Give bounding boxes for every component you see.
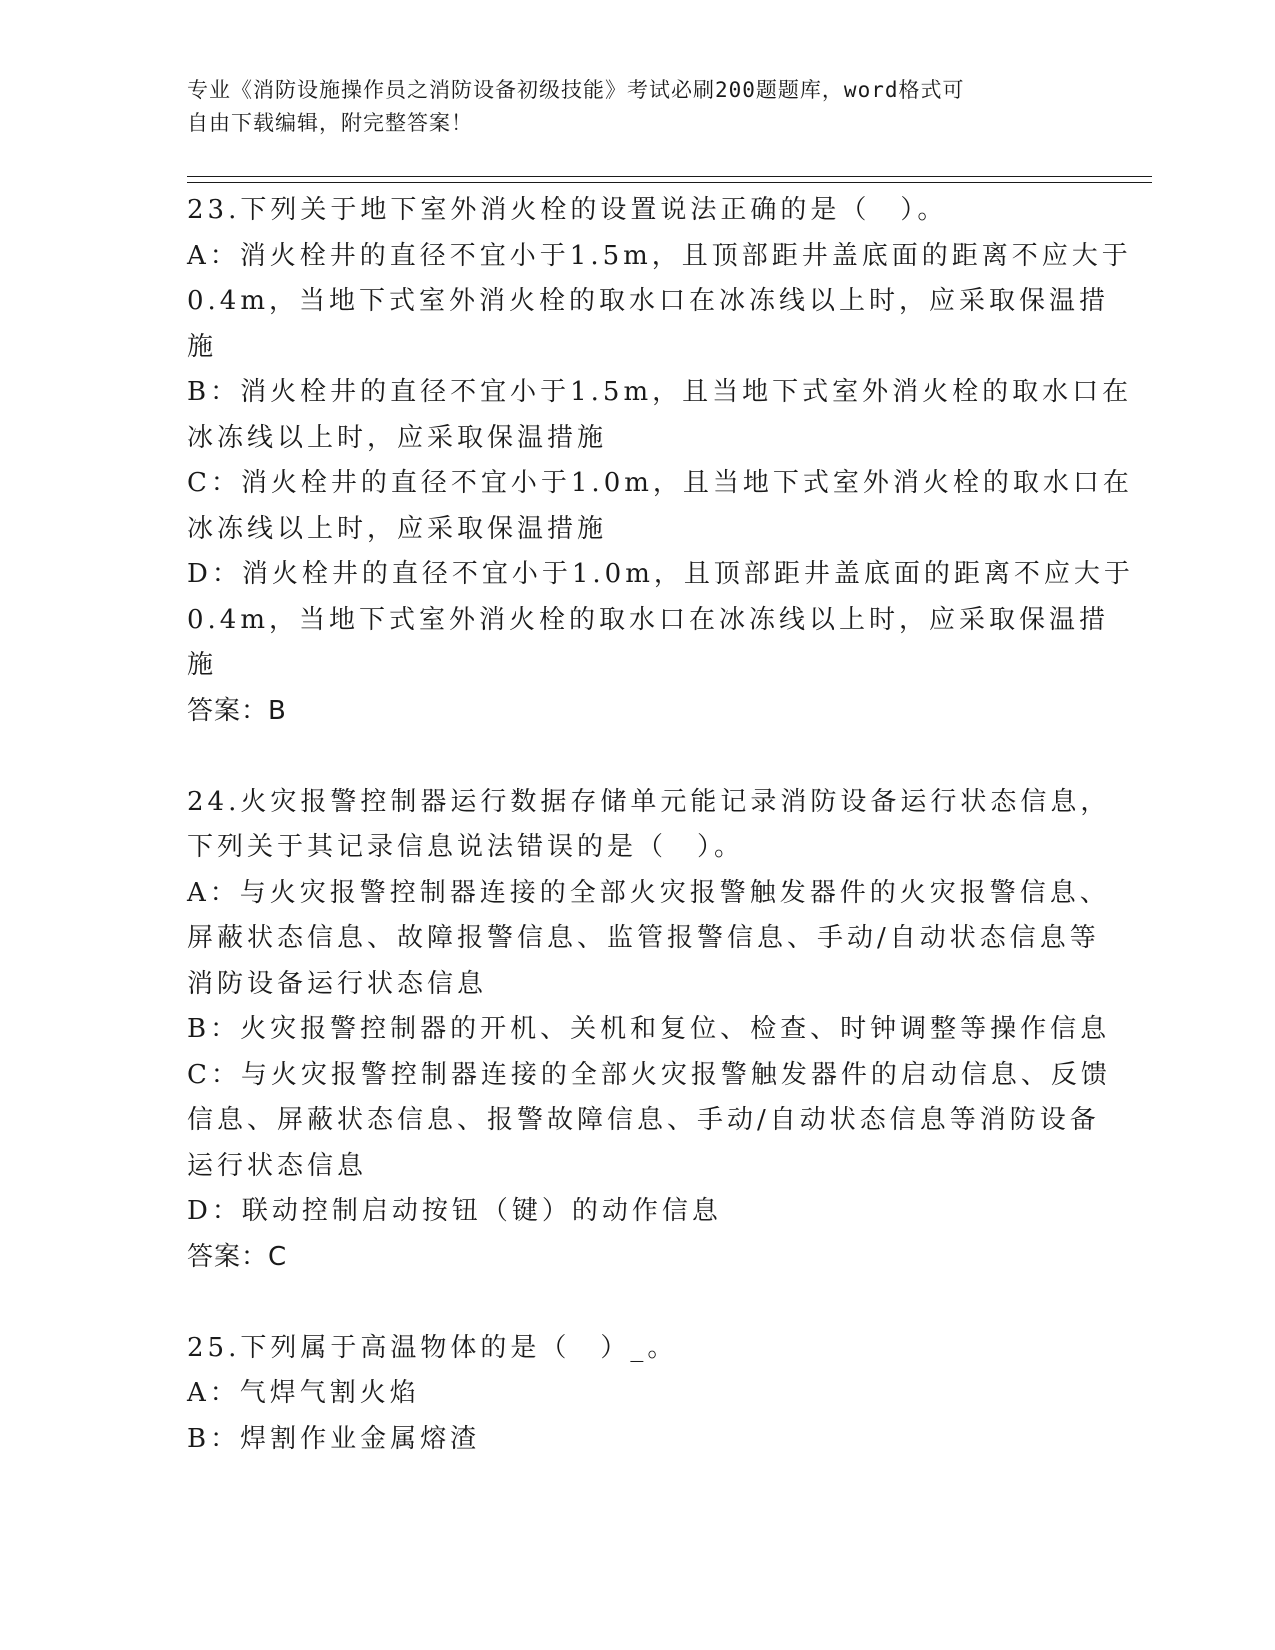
question-24-option-a-cont: 消防设备运行状态信息 bbox=[187, 968, 488, 999]
question-23-option-a-cont: 0.4m，当地下式室外消火栓的取水口在冰冻线以上时，应采取保温措 bbox=[187, 286, 1110, 316]
question-23-option-c: C：消火栓井的直径不宜小于1.0m，且当地下式室外消火栓的取水口在 bbox=[187, 468, 1133, 498]
document-header bbox=[187, 74, 1087, 140]
question-24 bbox=[187, 780, 1111, 1281]
question-25-stem: 25.下列属于高温物体的是（ ）_。 bbox=[187, 1332, 678, 1363]
question-23-option-d: D：消火栓井的直径不宜小于1.0m，且顶部距井盖底面的距离不应大于 bbox=[187, 559, 1134, 589]
question-24-answer: 答案：C bbox=[187, 1241, 288, 1272]
question-23-option-c-cont: 冰冻线以上时，应采取保温措施 bbox=[187, 513, 608, 544]
question-23-option-a: A：消火栓井的直径不宜小于1.5m，且顶部距井盖底面的距离不应大于 bbox=[187, 240, 1132, 271]
header-title-line-2: 自由下载编辑，附完整答案！ bbox=[187, 111, 473, 135]
question-23-answer: 答案：B bbox=[187, 695, 287, 726]
question-23-stem: 23.下列关于地下室外消火栓的设置说法正确的是（ ）。 bbox=[187, 195, 948, 225]
question-23-option-d-cont: 施 bbox=[187, 650, 218, 680]
question-24-option-a: A：与火灾报警控制器连接的全部火灾报警触发器件的火灾报警信息、 bbox=[187, 877, 1110, 908]
question-24-option-c: C：与火灾报警控制器连接的全部火灾报警触发器件的启动信息、反馈 bbox=[187, 1059, 1111, 1090]
question-23-option-b: B：消火栓井的直径不宜小于1.5m，且当地下式室外消火栓的取水口在 bbox=[187, 377, 1133, 407]
question-25 bbox=[187, 1326, 1087, 1463]
question-23-option-d-cont: 0.4m，当地下式室外消火栓的取水口在冰冻线以上时，应采取保温措 bbox=[187, 604, 1110, 635]
question-25-option-a: A：气焊气割火焰 bbox=[187, 1378, 420, 1408]
header-divider-top bbox=[187, 176, 1152, 177]
question-24-option-c-cont: 信息、屏蔽状态信息、报警故障信息、手动/自动状态信息等消防设备 bbox=[187, 1105, 1100, 1135]
spacer bbox=[187, 1280, 1087, 1326]
question-24-stem: 24.火灾报警控制器运行数据存储单元能记录消防设备运行状态信息， bbox=[187, 786, 1111, 817]
question-24-stem-cont: 下列关于其记录信息说法错误的是（ ）。 bbox=[187, 832, 745, 862]
question-list bbox=[187, 188, 1134, 1462]
header-divider-bottom bbox=[187, 182, 1152, 183]
question-24-option-c-cont: 运行状态信息 bbox=[187, 1150, 368, 1181]
header-title-line-1: 专业《消防设施操作员之消防设备初级技能》考试必刷200题题库，word格式可 bbox=[187, 78, 965, 102]
spacer bbox=[187, 734, 1087, 780]
question-24-option-a-cont: 屏蔽状态信息、故障报警信息、监管报警信息、手动/自动状态信息等 bbox=[187, 923, 1100, 953]
question-24-option-d: D：联动控制启动按钮（键）的动作信息 bbox=[187, 1196, 722, 1226]
question-23 bbox=[187, 188, 1134, 734]
question-23-option-a-cont: 施 bbox=[187, 331, 218, 362]
question-23-option-b-cont: 冰冻线以上时，应采取保温措施 bbox=[187, 422, 608, 453]
question-24-option-b: B：火灾报警控制器的开机、关机和复位、检查、时钟调整等操作信息 bbox=[187, 1014, 1111, 1044]
question-25-option-b: B：焊割作业金属熔渣 bbox=[187, 1423, 481, 1454]
